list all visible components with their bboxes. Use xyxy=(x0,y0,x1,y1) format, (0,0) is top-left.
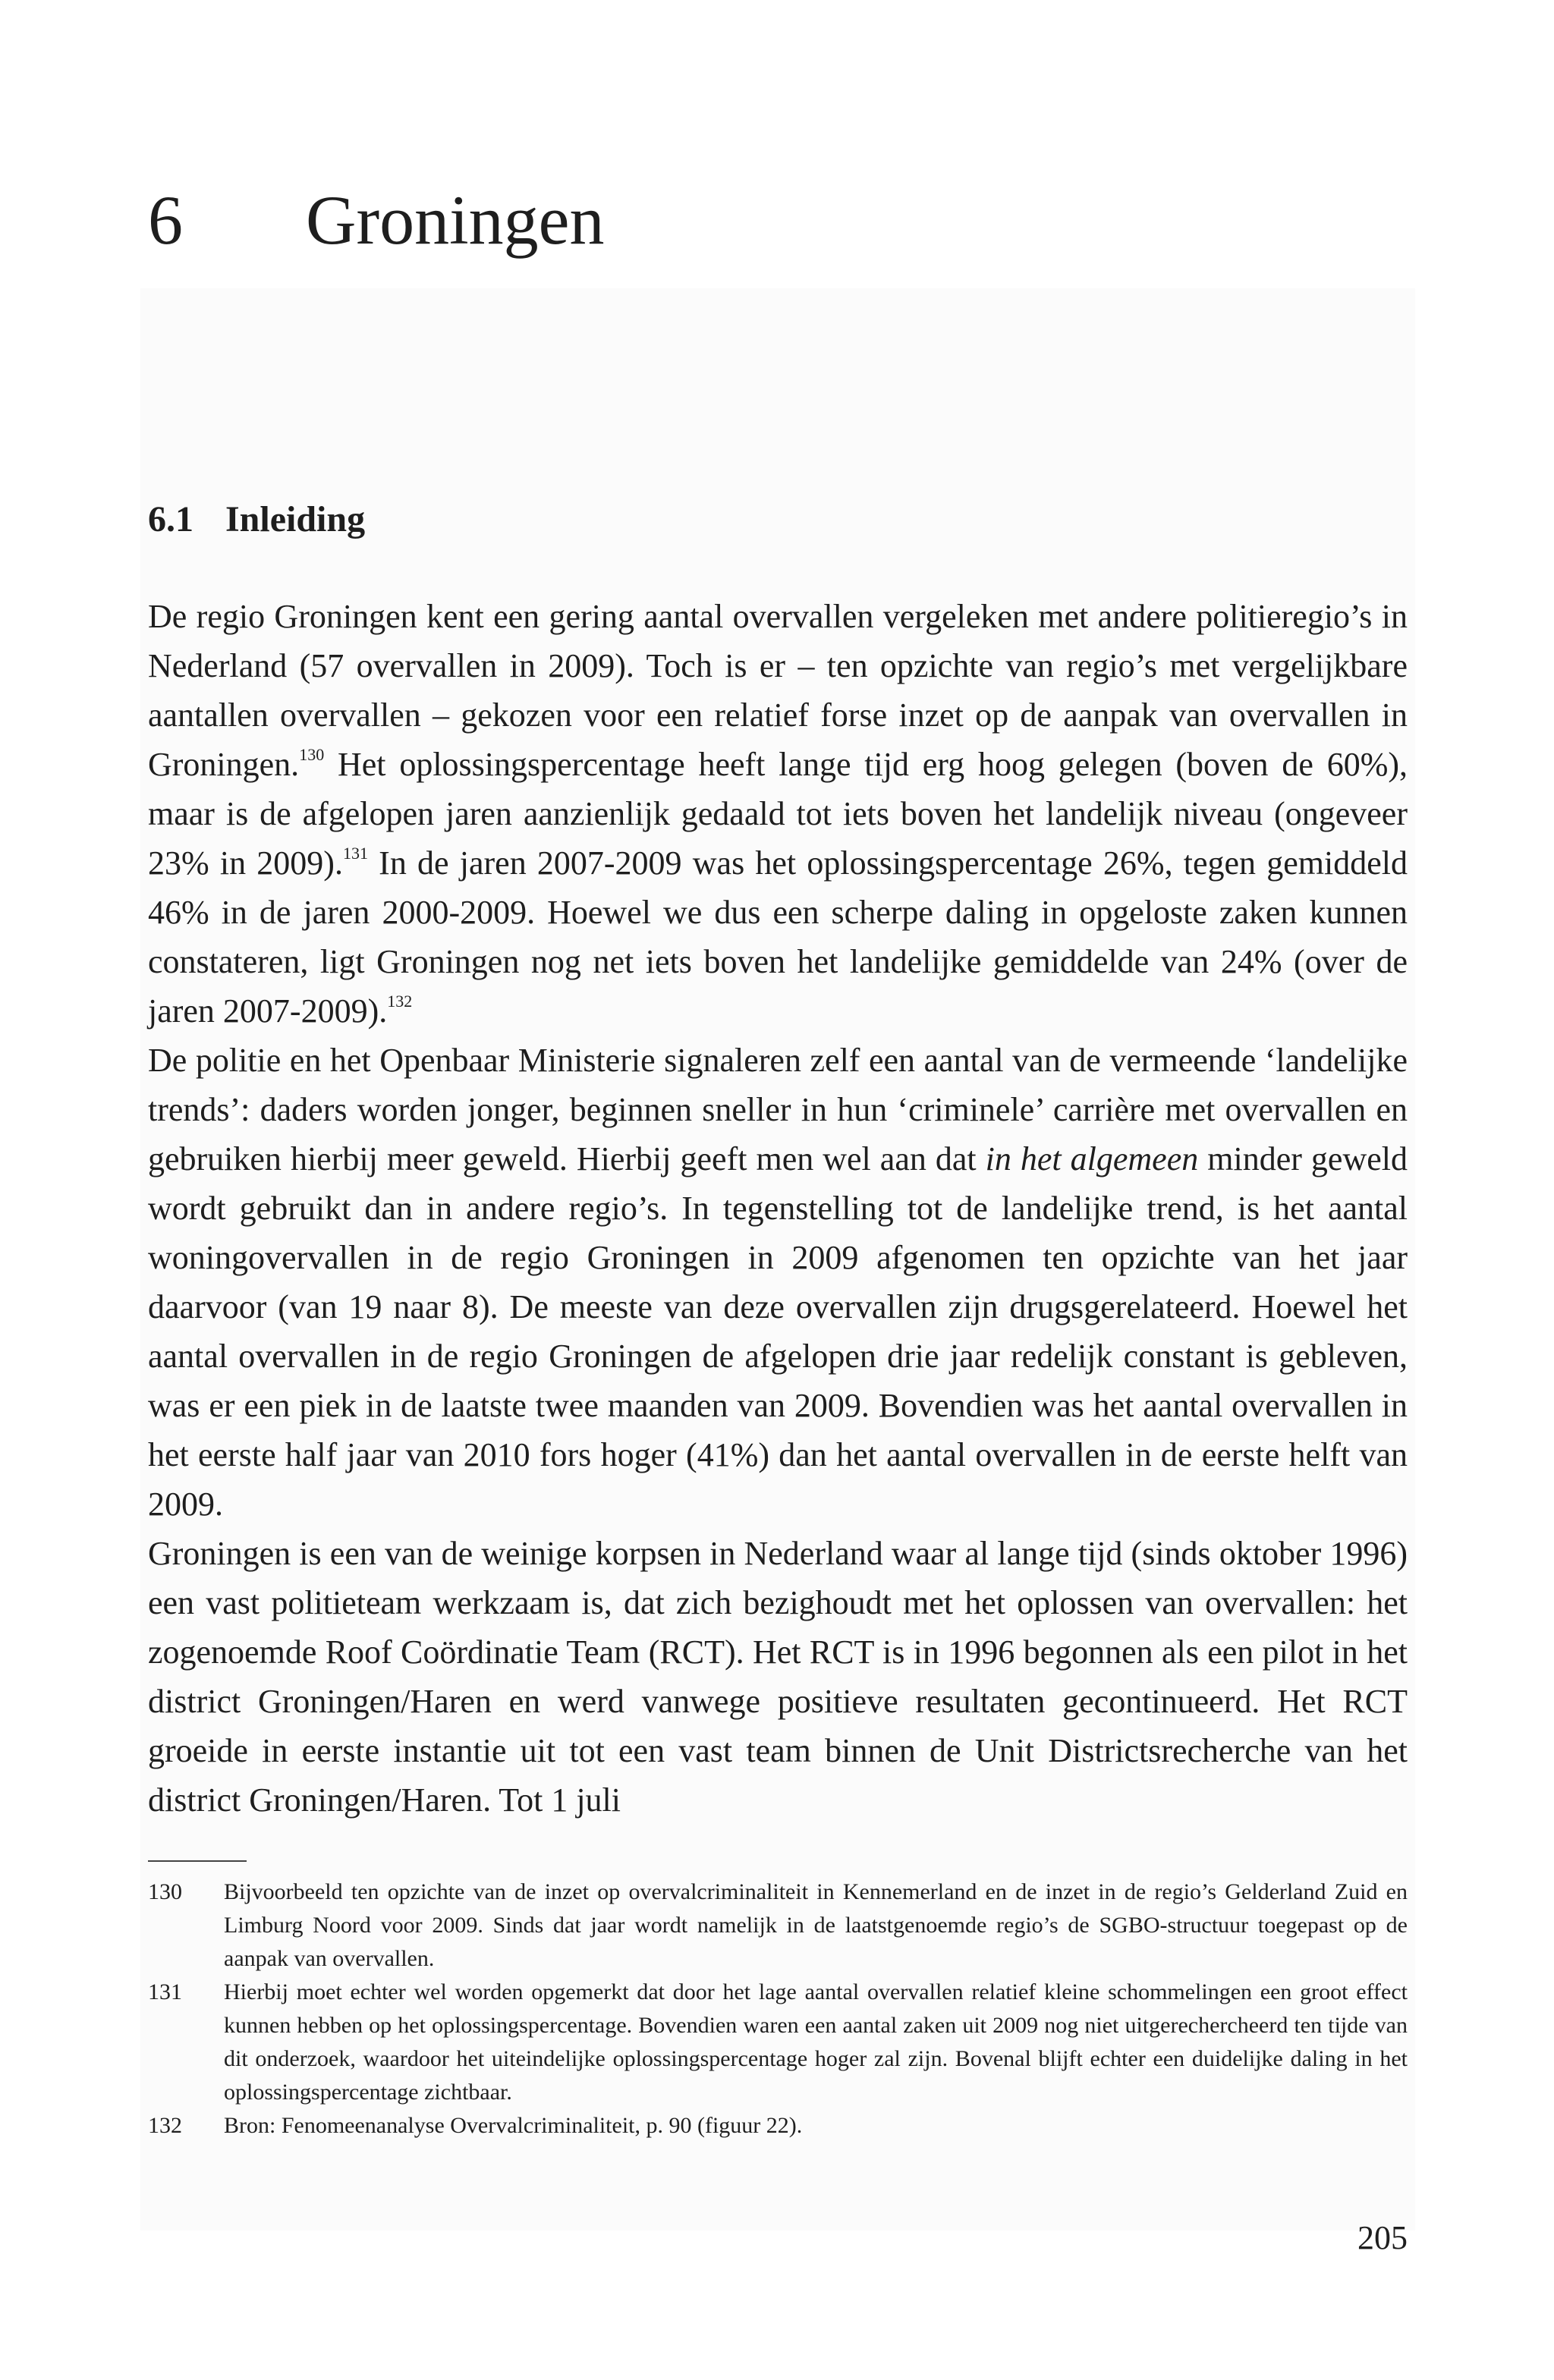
chapter-heading xyxy=(148,182,604,258)
section-number: 6.1 xyxy=(148,499,193,539)
paragraph-text: Groningen is een van de weinige korpsen in Nederland waar al lange tijd (sinds oktober 1996) een vast politieteam werkzaam is, dat zich bezighoudt met het oplossen van overvallen: het zogenoemde Roof Coördinatie Team (RCT). Het RCT is in 1996 begonnen als een pilot in het district Groningen/Haren en werd vanwege positieve resultaten gecontinueerd. Het RCT groeide in eerste instantie uit tot een vast team binnen de Unit Districtsrecherche van het district Groningen/Haren. Tot 1 juli xyxy=(148,1535,1408,1819)
paragraph-3 xyxy=(148,1529,1408,1825)
footnote-132 xyxy=(148,2109,1408,2143)
footnote-text: Bron: Fenomeenanalyse Overvalcriminaliteit, p. 90 (figuur 22). xyxy=(224,2113,803,2138)
section-heading xyxy=(148,497,365,542)
footnote-ref-130[interactable]: 130 xyxy=(299,745,325,765)
footnote-130 xyxy=(148,1875,1408,1976)
page-number: 205 xyxy=(1357,2219,1408,2256)
body-text xyxy=(148,592,1408,1825)
chapter-number: 6 xyxy=(148,181,183,259)
footnotes xyxy=(148,1875,1408,2143)
paragraph-text: De politie en het Openbaar Ministerie signaleren zelf een aantal van de vermeende ‘landelijke trends’: daders worden jonger, beginnen sneller in hun ‘criminele’ carrière met overvallen en gebruiken hierbij meer geweld. Hierbij geeft men wel aan dat xyxy=(148,1042,1408,1177)
section-title: Inleiding xyxy=(225,499,366,539)
footnote-text: Hierbij moet echter wel worden opgemerkt dat door het lage aantal overvallen relatief kleine schommelingen een groot effect kunnen hebben op het oplossingspercentage. Bovendien waren een aantal zaken uit 2009 nog niet uitgerechercheerd ten tijde van dit onderzoek, waardoor het uiteindelijke oplossingspercentage hoger zal zijn. Bovenal blijft echter een duidelijke daling in het oplossingspercentage zichtbaar. xyxy=(224,1979,1408,2105)
footnote-text: Bijvoorbeeld ten opzichte van de inzet op overvalcriminaliteit in Kennemerland en de inzet in de regio’s Gelderland Zuid en Limburg Noord voor 2009. Sinds dat jaar wordt namelijk in de laatstgenoemde regio’s de SGBO-structuur toegepast op de aanpak van overvallen. xyxy=(224,1879,1408,1971)
paragraph-text: Het oplossingspercentage heeft lange tijd erg hoog gelegen (boven de 60%), maar is de afgelopen jaren aanzienlijk gedaald tot iets boven het landelijk niveau (ongeveer 23% in 2009). xyxy=(148,746,1408,882)
chapter-title: Groningen xyxy=(306,181,605,259)
emphasized-text: in het algemeen xyxy=(985,1140,1199,1177)
paragraph-text: De regio Groningen kent een gering aantal overvallen vergeleken met andere politieregio’s in Nederland (57 overvallen in 2009). Toch is er – ten opzichte van regio’s met vergelijkbare aantallen overvallen – gekozen voor een relatief forse inzet op de aanpak van overvallen in Groningen. xyxy=(148,598,1408,783)
footnote-separator xyxy=(148,1860,247,1862)
paragraph-2 xyxy=(148,1036,1408,1529)
footnote-number: 132 xyxy=(148,2113,182,2138)
paragraph-text: In de jaren 2007-2009 was het oplossingspercentage 26%, tegen gemiddeld 46% in de jaren 2000-2009. Hoewel we dus een scherpe daling in opgeloste zaken kunnen constateren, ligt Groningen nog net iets boven het landelijke gemiddelde van 24% (over de jaren 2007-2009). xyxy=(148,844,1408,1030)
footnote-131 xyxy=(148,1976,1408,2109)
footnote-ref-132[interactable]: 132 xyxy=(387,992,413,1011)
footnote-number: 131 xyxy=(148,1979,182,2004)
footnote-ref-131[interactable]: 131 xyxy=(342,844,368,863)
paragraph-1 xyxy=(148,592,1408,1036)
paragraph-text: minder geweld wordt gebruikt dan in andere regio’s. In tegenstelling tot de landelijke trend, is het aantal woningovervallen in de regio Groningen in 2009 afgenomen ten opzichte van het jaar daarvoor (van 19 naar 8). De meeste van deze overvallen zijn drugsgerelateerd. Hoewel het aantal overvallen in de regio Groningen de afgelopen drie jaar redelijk constant is gebleven, was er een piek in de laatste twee maanden van 2009. Bovendien was het aantal overvallen in het eerste half jaar van 2010 fors hoger (41%) dan het aantal overvallen in de eerste helft van 2009. xyxy=(148,1140,1408,1523)
footnote-number: 130 xyxy=(148,1879,182,1904)
